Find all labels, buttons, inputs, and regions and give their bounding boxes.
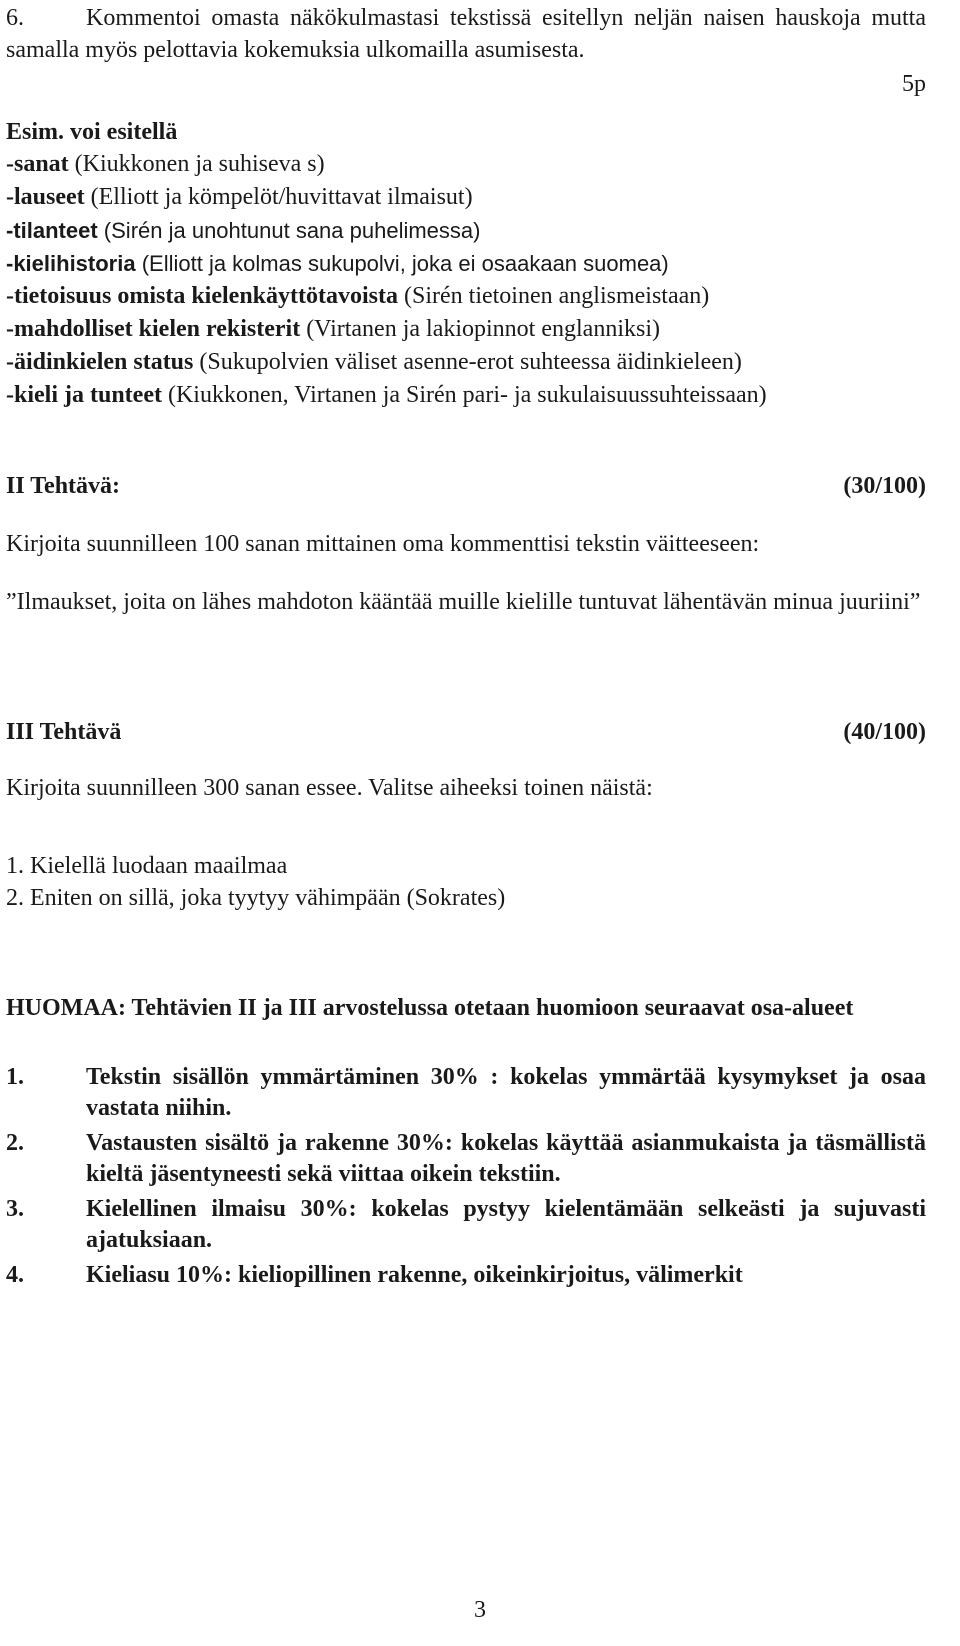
task-3-option-1: 1. Kielellä luodaan maailmaa: [6, 853, 288, 879]
example-item-4: -tietoisuus omista kielenkäyttötavoista (Sirén tietoinen anglismeistaan): [6, 283, 710, 309]
example-item-3: -kielihistoria (Elliott ja kolmas sukupolvi, joka ei osaakaan suomea): [6, 251, 669, 276]
question-6: [6, 2, 926, 100]
question-number: 6.: [6, 5, 24, 31]
task-3: [6, 716, 926, 914]
task-3-title: III Tehtävä: [6, 719, 122, 745]
question-text: Kommentoi omasta näkökulmastasi tekstissä esitellyn neljän naisen hauskoja mutta samalla myös pelottavia kokemuksia ulkomailla asumisesta.: [6, 5, 926, 63]
page-number: 3: [474, 1597, 486, 1623]
criterion-3: 3. Kielellinen ilmaisu 30%: kokelas pystyy kielentämään selkeästi ja sujuvasti ajatuksiaan.: [6, 1196, 926, 1253]
examples-intro: Esim. voi esitellä: [6, 119, 178, 145]
task-3-instruction: Kirjoita suunnilleen 300 sanan essee. Valitse aiheeksi toinen näistä:: [6, 775, 653, 801]
task-3-option-2: 2. Eniten on sillä, joka tyytyy vähimpään (Sokrates): [6, 885, 506, 911]
task-2: [6, 470, 926, 618]
note-heading: HUOMAA: Tehtävien II ja III arvostelussa otetaan huomioon seuraavat osa-alueet: [6, 995, 854, 1021]
example-item-2: -tilanteet (Sirén ja unohtunut sana puhelimessa): [6, 218, 481, 243]
grading-note: [6, 992, 926, 1291]
examples-list: [6, 116, 926, 412]
question-points: 5p: [902, 71, 926, 97]
criterion-1: 1. Tekstin sisällön ymmärtäminen 30% : kokelas ymmärtää kysymykset ja osaa vastata niihin.: [6, 1064, 926, 1121]
example-item-1: -lauseet (Elliott ja kömpelöt/huvittavat ilmaisut): [6, 184, 473, 210]
example-item-6: -äidinkielen status (Sukupolvien väliset asenne-erot suhteessa äidinkieleen): [6, 349, 742, 375]
example-item-5: -mahdolliset kielen rekisterit (Virtanen ja lakiopinnot englanniksi): [6, 316, 660, 342]
criterion-4: 4. Kieliasu 10%: kieliopillinen rakenne, oikeinkirjoitus, välimerkit: [6, 1262, 743, 1288]
example-item-0: -sanat (Kiukkonen ja suhiseva s): [6, 151, 325, 177]
task-2-title: II Tehtävä:: [6, 473, 121, 499]
task-2-instruction: Kirjoita suunnilleen 100 sanan mittainen oma kommenttisi tekstin väitteeseen:: [6, 531, 760, 557]
task-2-points: (30/100): [843, 473, 926, 499]
example-item-7: -kieli ja tunteet (Kiukkonen, Virtanen ja Sirén pari- ja sukulaisuussuhteissaan): [6, 382, 767, 408]
task-3-points: (40/100): [843, 719, 926, 745]
criterion-2: 2. Vastausten sisältö ja rakenne 30%: kokelas käyttää asianmukaista ja täsmällistä kieltä jäsentyneesti sekä viittaa oikein tekstiin.: [6, 1130, 926, 1187]
task-2-quote: ”Ilmaukset, joita on lähes mahdoton kääntää muille kielille tuntuvat lähentävän minua juuriini”: [6, 589, 921, 615]
